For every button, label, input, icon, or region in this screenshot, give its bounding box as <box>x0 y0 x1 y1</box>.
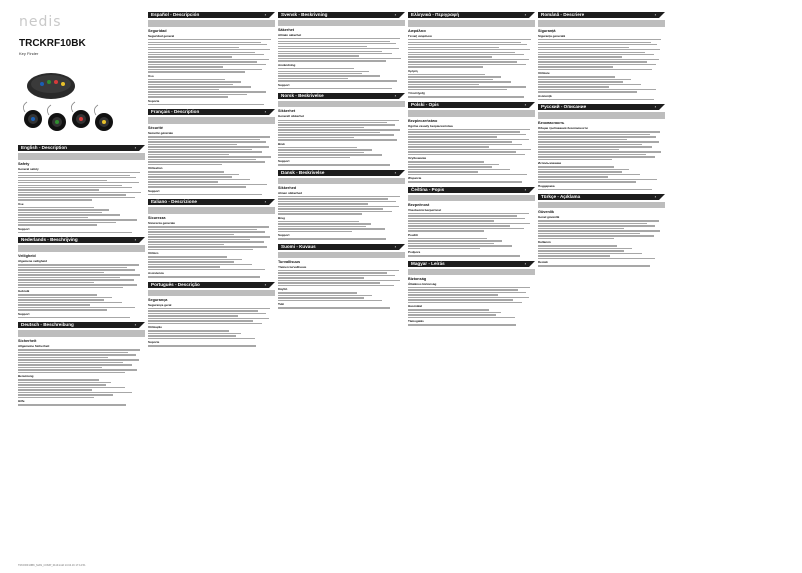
heading-general-el: Γενική ασφάλεια <box>408 34 432 38</box>
text-block-de <box>18 349 145 373</box>
heading-use-pl: Użytkowanie <box>408 156 427 161</box>
heading-use-es: Uso <box>148 73 154 78</box>
column-5 <box>538 10 665 268</box>
section-header-norsk: Norsk - Beskrivelse › <box>278 93 405 99</box>
heading-use-sv: Användning <box>278 62 296 67</box>
product-photo <box>20 64 115 142</box>
column-2 <box>148 10 275 348</box>
spec-table-fr <box>148 117 275 124</box>
heading-safety-sv: Säkerhet <box>278 28 295 32</box>
heading-use-nl: Gebruik <box>18 289 30 294</box>
heading-safety-hu: Biztonság <box>408 276 427 281</box>
text-block-cs <box>408 213 535 232</box>
heading-support-de: Hilfe <box>18 399 25 404</box>
heading-use-tr: Kullanım <box>538 240 551 245</box>
text-block-en <box>18 172 145 201</box>
heading-safety-tr: Güvenlik <box>538 210 555 215</box>
use-block-tr <box>538 245 665 259</box>
spec-table-de <box>18 330 145 337</box>
heading-safety-nl: Veiligheid <box>18 254 36 259</box>
use-block-it <box>148 256 275 270</box>
section-header-espanol: Español - Descripción › <box>148 12 275 18</box>
text-block-it <box>148 226 275 250</box>
heading-safety-es: Seguridad <box>148 29 167 33</box>
spec-table-nl <box>18 245 145 252</box>
section-header-suomi: Suomi - Kuvaus › <box>278 244 405 250</box>
heading-support-hu: Támogatás <box>408 319 424 324</box>
heading-safety-no: Sikkerhet <box>278 109 296 114</box>
text-block-hu <box>408 287 535 303</box>
heading-general-pt: Segurança geral <box>148 302 172 307</box>
section-header-magyar: Magyar - Leírás › <box>408 261 535 267</box>
spec-table-ru <box>538 112 665 119</box>
heading-use-it: Utilizzo <box>148 251 159 256</box>
heading-safety-pt: Segurança <box>148 297 168 302</box>
heading-general-it: Sicurezza generale <box>148 221 176 226</box>
print-footer: TRCKRF10BK_MAN_COMP_0119.indd 13.04.16 17:14:51 <box>18 564 86 567</box>
heading-safety-cs: Bezpečnost <box>408 202 430 207</box>
text-block-da <box>278 196 405 215</box>
heading-safety-ru: Безопасность <box>538 121 565 126</box>
heading-general-no: Generell sikkerhet <box>278 114 305 119</box>
section-header-svenska: Svensk - Beskrivning › <box>278 12 405 18</box>
section-header-francais: Français - Description › <box>148 109 275 115</box>
heading-use-fr: Utilisation <box>148 166 163 171</box>
spec-table-cs <box>408 195 535 201</box>
receiver-tag-4 <box>95 113 113 131</box>
spec-table-tr <box>538 202 665 208</box>
section-header-italiano: Italiano - Descrizione › <box>148 199 275 205</box>
use-block-da <box>278 221 405 232</box>
text-block-tr <box>538 220 665 239</box>
heading-general-en: General safety <box>18 167 39 171</box>
use-block-no <box>278 147 405 158</box>
spec-table-da <box>278 178 405 184</box>
model-number: TRCKRF10BK <box>19 38 86 49</box>
heading-general-tr: Genel güvenlik <box>538 215 560 220</box>
use-block-cs <box>408 238 535 249</box>
heading-use-da: Brug <box>278 215 285 220</box>
use-block-ru <box>538 166 665 182</box>
heading-support-ru: Поддержка <box>538 183 555 188</box>
heading-support-es: Soporte <box>148 98 160 103</box>
heading-safety-el: Ασφάλεια <box>408 29 426 33</box>
product-subtitle: Key Finder <box>19 51 39 56</box>
heading-support-nl: Support <box>18 311 30 316</box>
use-block-es <box>148 79 275 98</box>
heading-general-sv: Allmän säkerhet <box>278 33 302 37</box>
use-block-hu <box>408 309 535 318</box>
heading-general-es: Seguridad general <box>148 34 175 38</box>
heading-use-ru: Использование <box>538 161 562 166</box>
heading-support-no: Support <box>278 159 290 164</box>
text-block-pl <box>408 129 535 155</box>
section-header-english: English - Description › <box>18 145 145 151</box>
heading-use-en: Use <box>18 201 24 206</box>
spec-table-it <box>148 207 275 214</box>
text-block-nl <box>18 264 145 288</box>
brand-logo: nedis <box>19 14 62 30</box>
receiver-tag-1 <box>24 110 42 128</box>
heading-use-no: Bruk <box>278 141 285 146</box>
spec-table-pt <box>148 290 275 296</box>
spec-table-english <box>18 153 145 160</box>
heading-safety-en: Safety <box>18 162 30 166</box>
heading-support-fi: Tuki <box>278 302 284 307</box>
section-header-polski: Polski - Opis › <box>408 102 535 108</box>
heading-general-ro: Siguranța generală <box>538 34 566 38</box>
spec-table-no <box>278 101 405 107</box>
spec-table-ro <box>538 20 665 27</box>
use-block-el <box>408 74 535 90</box>
heading-safety-it: Sicurezza <box>148 216 166 221</box>
text-block-no <box>278 120 405 141</box>
heading-safety-da: Sikkerhed <box>278 185 297 190</box>
heading-general-de: Allgemeine Sicherheit <box>18 344 50 349</box>
spec-table-es <box>148 20 275 27</box>
heading-general-fr: Sécurité générale <box>148 131 174 136</box>
use-block-ro <box>538 76 665 92</box>
heading-use-pt: Utilização <box>148 325 163 330</box>
heading-general-cs: Všeobecná bezpečnost <box>408 207 442 212</box>
use-block-sv <box>278 68 405 82</box>
heading-use-ro: Utilizare <box>538 71 550 76</box>
column-4 <box>408 10 535 327</box>
heading-support-el: Υποστήριξη <box>408 91 426 96</box>
receiver-tag-2 <box>48 113 66 131</box>
heading-general-da: Almen sikkerhed <box>278 190 303 195</box>
heading-support-pl: Wsparcie <box>408 176 422 181</box>
use-block-nl <box>18 294 145 310</box>
heading-use-el: Χρήση <box>408 68 418 73</box>
use-block-fr <box>148 171 275 187</box>
heading-support-tr: Destek <box>538 260 548 265</box>
use-block-en <box>18 207 145 226</box>
heading-general-nl: Algemene veiligheid <box>18 259 48 264</box>
heading-support-da: Support <box>278 233 290 238</box>
heading-safety-pl: Bezpieczeństwo <box>408 118 438 123</box>
heading-support-en: Support <box>18 226 30 231</box>
heading-use-fi: Käyttö <box>278 287 288 292</box>
heading-safety-ro: Siguranță <box>538 29 556 33</box>
spec-table-el <box>408 20 535 27</box>
heading-safety-de: Sicherheit <box>18 339 37 344</box>
heading-safety-fr: Sécurité <box>148 126 163 131</box>
receiver-tag-3 <box>72 110 90 128</box>
heading-general-ru: Общие требования безопасности <box>538 126 588 131</box>
text-block-ru <box>538 131 665 160</box>
text-block-sv <box>278 38 405 62</box>
text-block-es <box>148 39 275 73</box>
section-header-nederlands: Nederlands - Beschrijving › <box>18 237 145 243</box>
text-block-fi <box>278 270 405 286</box>
heading-support-sv: Support <box>278 82 290 87</box>
heading-safety-fi: Turvallisuus <box>278 259 301 264</box>
text-block-fr <box>148 136 275 165</box>
heading-support-fr: Support <box>148 188 160 193</box>
section-header-romana: Română - Descriere › <box>538 12 665 18</box>
use-block-de <box>18 379 145 398</box>
spec-table-hu <box>408 269 535 275</box>
heading-use-cs: Použití <box>408 232 418 237</box>
text-block-el <box>408 39 535 68</box>
heading-general-fi: Yleinen turvallisuus <box>278 264 307 269</box>
use-block-fi <box>278 292 405 301</box>
spec-table-sv <box>278 20 405 26</box>
column-1 <box>18 143 145 407</box>
spec-table-pl <box>408 110 535 117</box>
section-header-russkiy: Русский - Описание › <box>538 104 665 110</box>
heading-support-cs: Podpora <box>408 250 421 255</box>
use-block-pl <box>408 161 535 175</box>
heading-general-pl: Ogólne zasady bezpieczeństwa <box>408 123 453 128</box>
section-header-ellinika: Ελληνικά - Περιγραφή › <box>408 12 535 18</box>
section-header-cestina: Čeština - Popis › <box>408 187 535 193</box>
heading-support-pt: Suporte <box>148 340 160 345</box>
text-block-pt <box>148 308 275 324</box>
heading-support-ro: Asistență <box>538 93 552 98</box>
section-header-turkce: Türkçe - Açıklama › <box>538 194 665 200</box>
section-header-portugues: Português - Descrição › <box>148 282 275 288</box>
heading-use-hu: Használat <box>408 304 423 309</box>
heading-support-it: Assistenza <box>148 271 164 276</box>
section-header-deutsch: Deutsch - Beschreibung › <box>18 322 145 328</box>
use-block-pt <box>148 330 275 339</box>
column-3 <box>278 10 405 310</box>
spec-table-fi <box>278 252 405 258</box>
text-block-ro <box>538 39 665 70</box>
heading-general-hu: Általános biztonság <box>408 281 437 286</box>
section-header-dansk: Dansk - Beskrivelse › <box>278 170 405 176</box>
heading-use-de: Benutzung <box>18 374 34 379</box>
